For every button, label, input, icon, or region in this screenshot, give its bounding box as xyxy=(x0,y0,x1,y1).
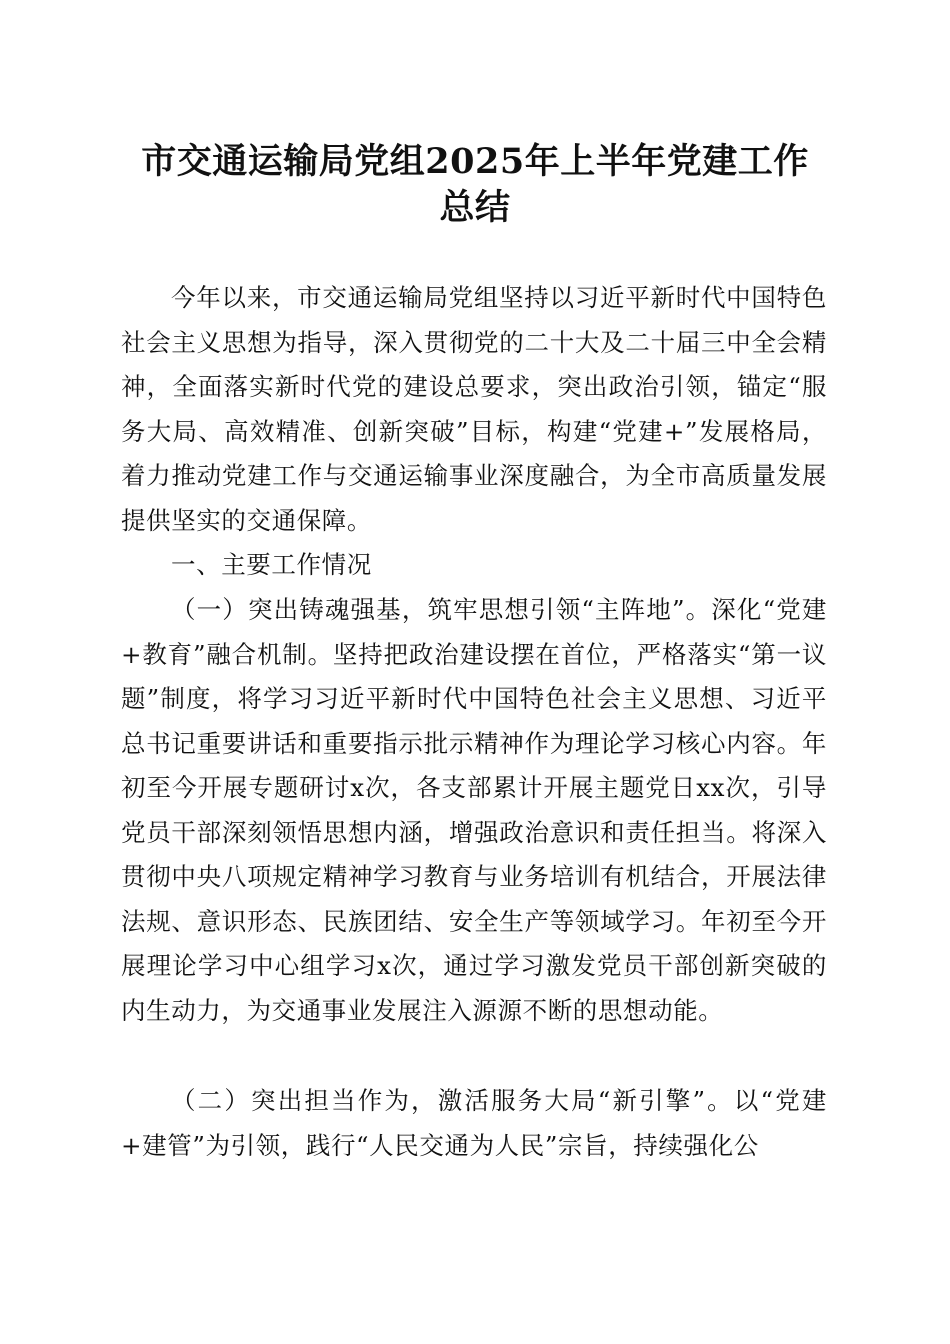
section-2-text: 以“党建+建管”为引领，践行“人民交通为人民”宗旨，持续强化公 xyxy=(121,1086,827,1160)
section-2-paragraph xyxy=(121,1079,827,1168)
section-2-heading: （二）突出担当作为，激活服务大局“新引擎”。 xyxy=(171,1086,734,1115)
section-1-paragraph xyxy=(121,588,827,1033)
document-title: 市交通运输局党组2025年上半年党建工作总结 xyxy=(141,141,809,228)
section-1-heading: （一）突出铸魂强基，筑牢思想引领“主阵地”。 xyxy=(171,595,712,624)
intro-paragraph: 今年以来，市交通运输局党组坚持以习近平新时代中国特色社会主义思想为指导，深入贯彻党的二十大及二十届三中全会精神，全面落实新时代党的建设总要求，突出政治引领，锚定“服务大局、高效精准、创新突破”目标，构建“党建+”发展格局，着力推动党建工作与交通运输事业深度融合，为全市高质量发展提供坚实的交通保障。 xyxy=(121,283,827,535)
section-1-text: 深化“党建+教育”融合机制。坚持把政治建设摆在首位，严格落实“第一议题”制度，将学习习近平新时代中国特色社会主义思想、习近平总书记重要讲话和重要指示批示精神作为理论学习核心内容。年初至今开展专题研讨x次，各支部累计开展主题党日xx次，引导党员干部深刻领悟思想内涵，增强政治意识和责任担当。将深入贯彻中央八项规定精神学习教育与业务培训有机结合，开展法律法规、意识形态、民族团结、安全生产等领域学习。年初至今开展理论学习中心组学习x次，通过学习激发党员干部创新突破的内生动力，为交通事业发展注入源源不断的思想动能。 xyxy=(121,595,827,1025)
section-heading: 一、主要工作情况 xyxy=(171,550,372,579)
